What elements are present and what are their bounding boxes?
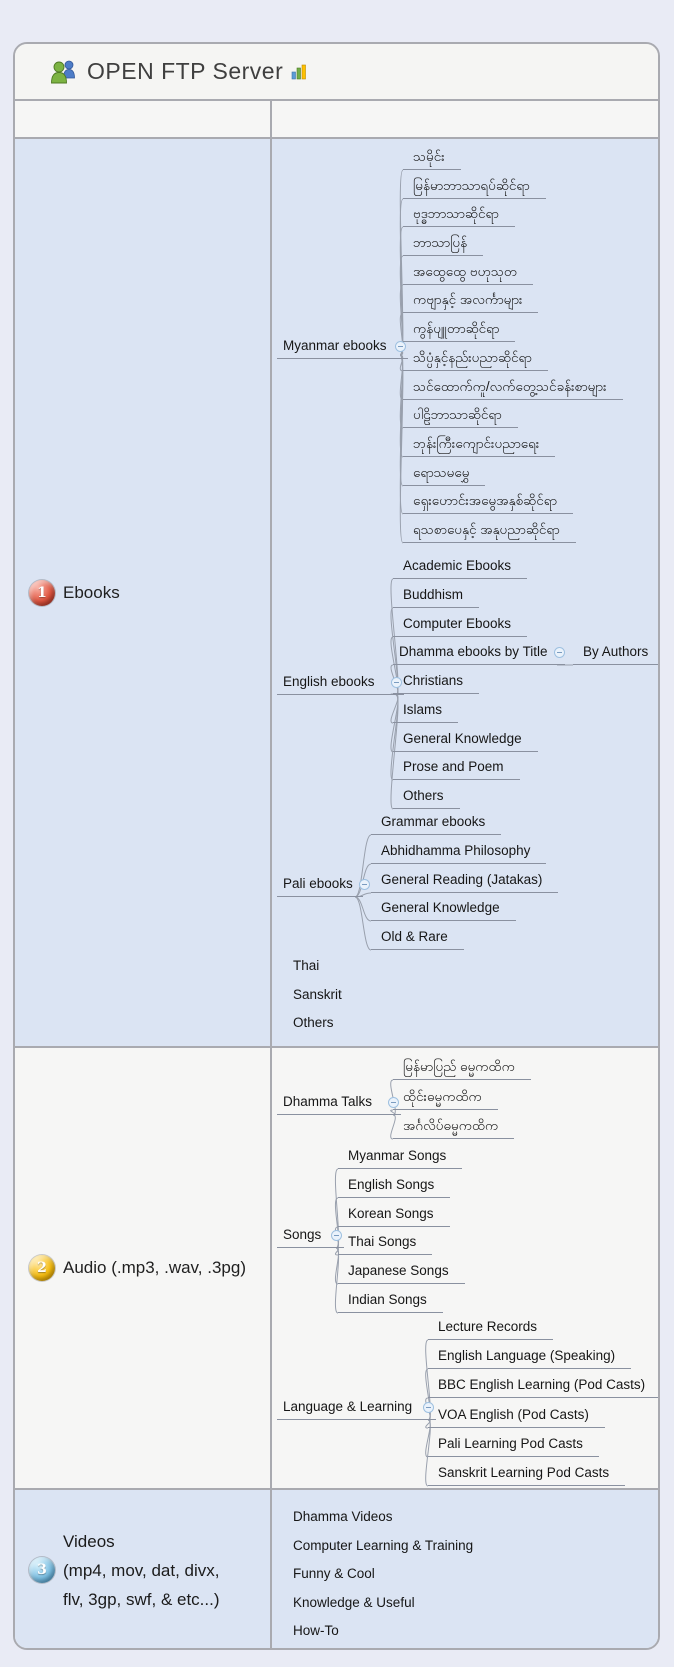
tree-node[interactable]: General Reading (Jatakas) [371,871,558,893]
tree-node[interactable]: Computer Ebooks [393,615,527,637]
tree-node[interactable]: သိပ္ပံနှင့်နည်းပညာဆိုင်ရာ [403,349,548,371]
tree-node[interactable]: Islams [393,701,458,723]
tree-node[interactable]: ဘာသာပြန် [403,234,483,256]
videos-root[interactable] [15,1490,272,1650]
badge-1-icon: 1 [29,580,55,606]
tree-node[interactable]: Knowledge & Useful [293,1595,415,1610]
tree-node[interactable]: Indian Songs [338,1291,443,1313]
tree-node[interactable]: BBC English Learning (Pod Casts) [428,1376,658,1398]
minus-circle-icon[interactable] [359,879,370,890]
tree-node[interactable]: Myanmar Songs [338,1147,462,1169]
tree-node[interactable]: Thai [293,958,320,973]
tree-node[interactable]: Dhamma Videos [293,1509,393,1524]
videos-tree [272,1490,658,1650]
tree-node[interactable]: ဘုန်းကြီးကျောင်းပညာရေး [403,435,555,457]
branch-label: Language & Learning [283,1399,413,1414]
tree-node[interactable]: Pali Learning Pod Casts [428,1435,599,1457]
videos-label-line: flv, 3gp, swf, & etc...) [63,1589,220,1609]
tree-node[interactable]: English Songs [338,1176,450,1198]
tree-node[interactable]: By Authors [573,643,658,665]
branch-dhamma-talks[interactable] [277,1093,401,1115]
branch-english-ebooks[interactable] [277,673,404,695]
tree-node[interactable]: ပါဠိဘာသာဆိုင်ရာ [403,406,518,428]
ebooks-label: Ebooks [63,582,120,602]
tree-node[interactable]: ရောသမမွှေ [403,464,485,486]
tree-node[interactable]: ရသစာပေနှင့် အနုပညာဆိုင်ရာ [403,521,576,543]
tree-node[interactable]: General Knowledge [371,899,516,921]
row-videos [15,1488,658,1650]
branch-label: Dhamma ebooks by Title [399,644,548,659]
branch-pali-ebooks[interactable] [277,875,363,897]
branch-label: Pali ebooks [283,876,353,891]
minus-circle-icon[interactable] [554,647,565,658]
tree-node[interactable]: သမိုင်း [403,148,461,170]
tree-node[interactable]: Others [293,1015,334,1030]
badge-2-icon: 2 [29,1255,55,1281]
videos-label-line: Videos [63,1531,115,1551]
tree-node[interactable]: Academic Ebooks [393,557,527,579]
page-title: OPEN FTP Server [87,58,284,84]
tree-node[interactable]: ထိုင်းဓမ္မကထိက [393,1088,498,1110]
tree-node[interactable]: Funny & Cool [293,1566,375,1581]
tree-node[interactable]: Prose and Poem [393,758,520,780]
branch-label: Dhamma Talks [283,1094,373,1109]
tree-node[interactable]: ကွန်ပျူတာဆိုင်ရာ [403,320,515,342]
audio-label: Audio (.mp3, .wav, .3pg) [63,1258,246,1277]
header-cell-right [272,101,658,137]
tree-node[interactable]: Christians [393,672,479,694]
tree-node[interactable]: Grammar ebooks [371,813,501,835]
tree-node[interactable]: ကဗျာနှင့် အလင်္ကာများ [403,291,538,313]
tree-node[interactable]: English Language (Speaking) [428,1347,631,1369]
tree-node[interactable]: Old & Rare [371,928,464,950]
tree-node[interactable]: Japanese Songs [338,1262,465,1284]
videos-label-line: (mp4, mov, dat, divx, [63,1560,220,1580]
tree-node[interactable]: Others [393,787,460,809]
bar-chart-icon [291,63,308,80]
audio-tree [272,1048,658,1488]
tree-node[interactable]: သင်ထောက်ကူ/လက်တွေ့သင်ခန်းစာများ [403,378,623,400]
tree-node[interactable]: အင်္ဂလိပ်ဓမ္မကထိက [393,1117,514,1139]
tree-node[interactable]: Thai Songs [338,1233,432,1255]
tree-node[interactable]: Computer Learning & Training [293,1538,474,1553]
audio-root[interactable] [15,1048,272,1488]
branch-language-learning[interactable] [277,1398,436,1420]
people-icon [49,59,79,85]
videos-label [63,1527,220,1614]
row-ebooks [15,137,658,1046]
badge-3-icon: 3 [29,1557,55,1583]
branch-myanmar-ebooks[interactable] [277,337,408,359]
tree-node[interactable]: How-To [293,1623,339,1638]
branch-songs[interactable] [277,1226,344,1248]
header-cell-left [15,101,272,137]
tree-node[interactable]: မြန်မာဘာသာရပ်ဆိုင်ရာ [403,177,546,199]
branch-label: English ebooks [283,674,375,689]
tree-node[interactable]: Sanskrit [293,987,342,1002]
tree-node[interactable]: VOA English (Pod Casts) [428,1406,605,1428]
tree-node[interactable]: Buddhism [393,586,479,608]
mindmap-card [13,42,660,1650]
tree-node[interactable]: ရှေးဟောင်းအမွေအနှစ်ဆိုင်ရာ [403,492,573,514]
tree-node[interactable]: Sanskrit Learning Pod Casts [428,1464,625,1486]
tree-node[interactable]: မြန်မာပြည် ဓမ္မကထိက [393,1058,531,1080]
ebooks-root[interactable] [15,139,272,1046]
branch-label: Myanmar ebooks [283,338,387,353]
ebooks-tree [272,139,658,1046]
branch-label: Songs [283,1227,322,1242]
tree-node[interactable]: ဗုဒ္ဓဘာသာဆိုင်ရာ [403,205,515,227]
table-header-row [15,99,658,137]
tree-node[interactable]: Lecture Records [428,1318,553,1340]
tree-node[interactable]: General Knowledge [393,730,538,752]
tree-node[interactable]: Korean Songs [338,1205,450,1227]
tree-node[interactable]: Abhidhamma Philosophy [371,842,546,864]
page-header [15,44,658,99]
row-audio [15,1046,658,1488]
tree-node[interactable]: အထွေထွေ ဗဟုသုတ [403,263,533,285]
branch-dhamma-ebooks-by-title[interactable] [393,643,565,665]
